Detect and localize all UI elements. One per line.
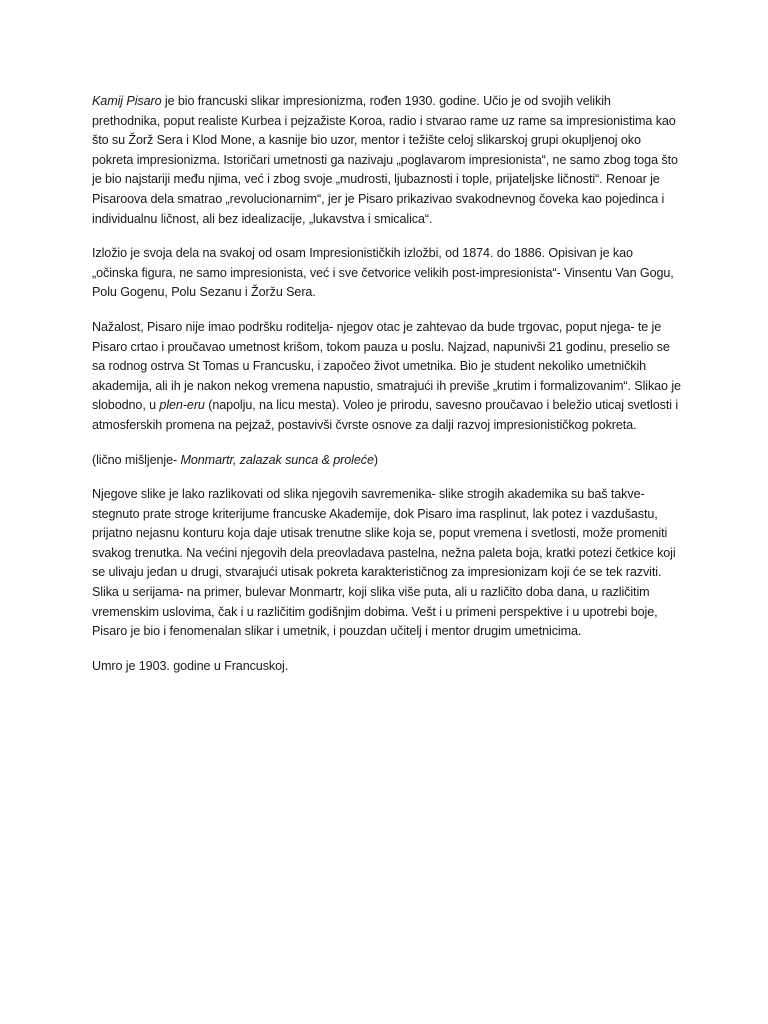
paragraph-exhibitions: Izložio je svoja dela na svakoj od osam Impresionističkih izložbi, od 1874. do 1886. Opisivan je kao „očinska figura, ne samo impresionista, već i sve četvorice velikih post-impresionista“- Vinsentu Van Gogu, Polu Gogenu, Polu Sezanu i Žoržu Sera. <box>92 246 674 300</box>
document-body <box>92 92 682 691</box>
plen-eru-italic: plen-eru <box>159 398 205 413</box>
opinion-text-before: (lično mišljenje- <box>92 452 181 467</box>
paragraph-biography-text-before: Nažalost, Pisaro nije imao podršku roditelja- njegov otac je zahtevao da bude trgovac, poput njega- te je Pisaro crtao i proučavao umetnost krišom, tokom pauza u poslu. Najzad, napunivši 21 godinu, preselio se sa rodnog ostrva St Tomas u Francusku, i započeo život umetnika. Bio je student nekoliko umetničkih akademija, ali ih je nakon nekog vremena napustio, smatrajući ih previše „krutim i formalizovanim“. Slikao je slobodno, u <box>92 319 681 413</box>
paragraph-biography <box>92 318 682 436</box>
paragraph-biography-text-after: (napolju, na licu mesta). Voleo je prirodu, savesno proučavao i beležio uticaj svetlosti i atmosferskih promena na pejzaž, postavivši čvrste osnove za dalji razvoj impresionističkog pokreta. <box>92 398 679 432</box>
paragraph-death: Umro je 1903. godine u Francuskoj. <box>92 658 289 673</box>
paragraph-intro-text: je bio francuski slikar impresionizma, rođen 1930. godine. Učio je od svojih velikih prethodnika, poput realiste Kurbea i pejzažiste Koroa, radio i stvarao rame uz rame sa impresionistima kao što su Žorž Sera i Klod Mone, a kasnije bio uzor, mentor i težište celoj slikarskoj grupi okupljenoj oko pokreta impresionizma. Istoričari umetnosti ga nazivaju „poglavarom impresionista“, ne samo zbog toga što je bio najstariji među njima, već i zbog svoje „mudrosti, ljubaznosti i tople, prijateljske ličnosti“. Renoar je Pisaroova dela smatrao „revolucionarnim“, jer je Pisaro prikazivao svakodnevnog čoveka kao pojedinca i individualnu ličnost, ali bez idealizacije, „lukavstva i smicalica“. <box>92 94 678 226</box>
opinion-italic: Monmartr, zalazak sunca & proleće <box>180 452 374 467</box>
opinion-text-after: ) <box>373 452 378 467</box>
paragraph-personal-opinion <box>92 451 682 471</box>
paragraph-intro <box>92 92 682 229</box>
artist-name-italic: Kamij Pisaro <box>92 94 162 108</box>
paragraph-style: Njegove slike je lako razlikovati od slika njegovih savremenika- slike strogih akademika su baš takve- stegnuto prate stroge kriterijume francuske Akademije, dok Pisaro ima rasplinut, lak potez i vazdušastu, prijatno nejasnu konturu koja daje utisak trenutne slike koja se, poput vremena i svetlosti, može promeniti svakog trenutka. Na većini njegovih dela preovladava pastelna, nežna paleta boja, kratki potezi četkice koji se ulivaju jedan u drugi, stvarajući utisak pokreta karakterističnog za impresionizam koji će se tek razviti. Slika u serijama- na primer, bulevar Monmartr, koji slika više puta, ali u različito doba dana, u različitim vremenskim uslovima, čak i u različitim godišnjim dobima. Vešt i u primeni perspektive i u upotrebi boje, Pisaro je bio i fenomenalan slikar i umetnik, i pouzdan učitelj i mentor drugim umetnicima. <box>92 487 676 639</box>
